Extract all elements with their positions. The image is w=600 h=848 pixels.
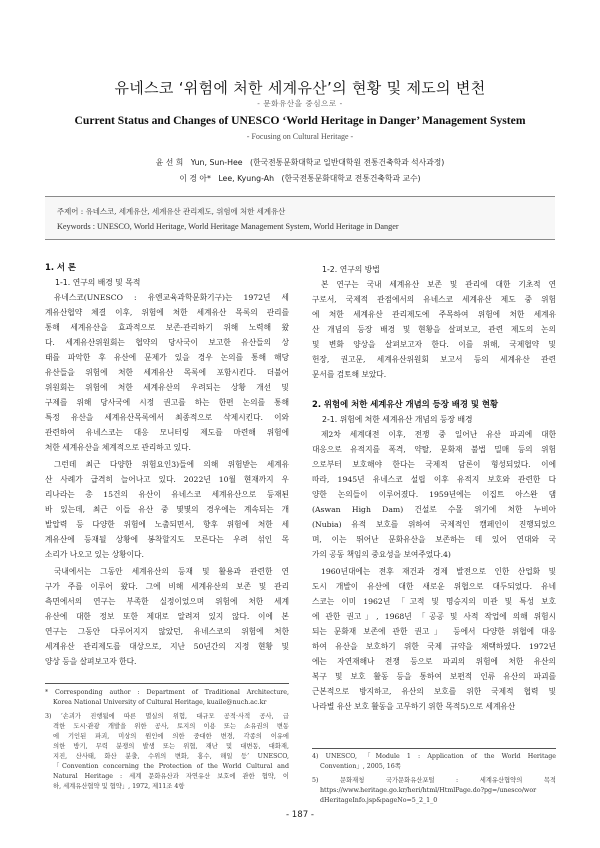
footnote-line: dHeritageInfo.jsp&pageNo=5_2_1_0 [320, 797, 438, 804]
paragraph-line: 구제를 위해 당사국에 시정 권고를 하는 한편 논의를 통해 [45, 398, 289, 407]
footnote-line: Natural Heritage : 세계 문화유산과 자연유산 보호에 관한 협약, 이 [53, 773, 289, 780]
footnote-line: 4) UNESCO, 「Module 1 : Application of the World Heritage [312, 753, 556, 760]
paragraph-line: 본 연구는 국내 세계유산 보존 및 관리에 대한 기초적 연 [321, 280, 556, 289]
paragraph-line: 연구는 그동안 다루어지지 않았던, 유네스코의 위험에 처한 [45, 627, 289, 636]
author-name-en: Yun, Sun-Hee [190, 158, 243, 167]
paragraph-line: 산 사례가 급격히 늘어나고 있다. 2022년 10월 현재까지 우 [45, 475, 289, 484]
paragraph-line: 그런데 최근 다양한 위험요인3)들에 의해 위험받는 세계유 [54, 460, 289, 469]
subsection-heading: 1-2. 연구의 방법 [322, 265, 380, 274]
footnote-line: 의한 방기, 무력 분쟁의 발생 또는 위협, 재난 및 대변동, 대화재, [53, 743, 289, 750]
paper-title-en: Current Status and Changes of UNESCO ‘World Heritage in Danger’ Management System [74, 114, 526, 127]
paragraph-line: 유산에 대한 정보 또한 제대로 알려져 있지 않다. 이에 본 [45, 612, 289, 621]
paragraph-line: 에는 자연재해나 전쟁 등으로 파괴의 위험에 처한 유산의 [312, 657, 556, 666]
paragraph-line: 복구 및 보호 활동 등을 통하여 보편적 인류 유산의 파괴를 [312, 672, 556, 681]
author-name-en: Lee, Kyung-Ah [218, 174, 275, 183]
paragraph-line: 으로부터 보호해야 한다는 국제적 담론이 형성되었다. 이에 [312, 460, 556, 469]
paragraph-line: 대응으로 유적지를 폭격, 약탈, 문화재 불법 밀매 등의 위험 [312, 445, 556, 454]
footnote-line: Convention」, 2005, 16쪽 [320, 763, 401, 770]
paragraph-line: 유네스코(UNESCO : 유엔교육과학문화기구)는 1972년 세 [54, 293, 289, 302]
footnotes-left [45, 688, 289, 792]
author-affiliation: (한국전통문화대학교 전통건축학과 교수) [281, 174, 421, 183]
paragraph [312, 564, 556, 714]
paragraph-line: 측면에서의 연구는 부족한 실정이었으며 위험에 처한 세계 [45, 597, 289, 606]
paragraph-line: 처한 세계유산을 체계적으로 관리하고 있다. [45, 443, 191, 452]
paragraph-line: 나라별 유산 보호 활동을 고무하기 위한 목적5)으로 세계유산 [312, 702, 516, 711]
keywords-en: Keywords : UNESCO, World Heritage, World Heritage Management System, World Heritage in Danger [57, 222, 399, 231]
footnote-line: 지진, 산사태, 화산 분출, 수위의 변화, 홍수, 해일 등’ UNESCO, [53, 753, 289, 760]
paragraph-line: 스코는 이미 1962년 「고적 및 명승지의 미관 및 특성 보호 [312, 597, 556, 606]
footnote [312, 752, 556, 772]
footnote-line: https://www.heritage.go.kr/heri/html/HtmlPage.do?pg=/unesco/wor [320, 787, 537, 794]
paragraph-line: 산 개념의 등장 배경 및 현황을 살펴보고, 관련 제도의 논의 [312, 325, 556, 334]
paragraph-line: 리나라는 총 15건의 유산이 유네스코 세계유산으로 등재된 [45, 490, 289, 499]
paragraph-line: 제2차 세계대전 이후, 전쟁 중 일어난 유산 파괴에 대한 [321, 430, 556, 439]
author-line-2 [0, 172, 600, 186]
paragraph-line: 세계유산 관리제도를 대상으로, 지난 50년간의 지정 현황 및 [45, 642, 289, 651]
paragraph-line: 양상 등을 살펴보고자 한다. [45, 657, 137, 666]
paper-subtitle-ko: - 문화유산을 중심으로 - [257, 99, 343, 108]
footnote-line: 「Convention concerning the Protection of the World Cultural and [53, 763, 289, 770]
paper-title-ko: 유네스코 ‘위험에 처한 세계유산’의 현황 및 제도의 변천 [114, 79, 486, 97]
subsection-heading: 1-1. 연구의 배경 및 목적 [55, 278, 141, 287]
paragraph-line: 양한 논의들이 이루어졌다. 1959년에는 이집트 아스완 댐 [312, 490, 556, 499]
paragraph-line: 바 있는데, 최근 이들 유산 중 몇몇의 경우에는 계속되는 개 [45, 505, 289, 514]
paragraph [312, 427, 556, 562]
section-heading: 2. 위험에 처한 세계유산 개념의 등장 배경 및 현황 [312, 399, 499, 409]
author-name-ko: 이 경 아* [179, 174, 211, 183]
author-name-ko: 윤 선 희 [155, 158, 184, 167]
paragraph [45, 457, 289, 562]
keywords-ko: 주제어 : 유네스코, 세계유산, 세계유산 관리제도, 위험에 처한 세계유산 [57, 207, 286, 216]
keywords-box [45, 196, 555, 240]
author-line-1 [0, 156, 600, 170]
paragraph-line: 관련하여 유네스코는 대응 모니터링 제도를 마련해 위험에 [45, 428, 289, 437]
paragraph-line: 발압력 등 다양한 위험에 노출되면서, 향후 위험에 처한 세 [45, 520, 289, 529]
paragraph [45, 290, 289, 455]
page-number: - 187 - [285, 810, 315, 820]
paragraph-line: 구가 주를 이루어 왔다. 그에 비해 세계유산의 보존 및 관리 [45, 582, 289, 591]
paragraph-line: 소리가 나오고 있는 상황이다. [45, 550, 144, 559]
footnote [312, 776, 556, 806]
footnote-divider [312, 748, 556, 749]
footnotes-right [312, 752, 556, 806]
paragraph-line: (Nubia) 유적 보호를 위하여 국제적인 캠페인이 진행되었으 [312, 520, 556, 529]
paragraph-line: 구로서, 국제적 관점에서의 유네스코 세계유산 제도 중 위험 [312, 295, 556, 304]
right-column [312, 262, 556, 714]
paragraph-line: 에 처한 세계유산 관리제도에 주목하여 위험에 처한 세계유 [312, 310, 556, 319]
paragraph-line: 태를 파악한 후 유산에 문제가 있을 경우 논의를 통해 해당 [45, 353, 289, 362]
footnote-line: 하, 세계유산협약 및 협약」, 1972, 제11조 4항 [53, 783, 185, 790]
author-affiliation: (한국전통문화대학교 일반대학원 전통건축학과 석사과정) [250, 158, 445, 167]
footnote-corresponding-author [45, 688, 289, 708]
footnote-line: 5) 문화재청 국가문화유산포털 : 세계유산협약의 목적 [312, 777, 556, 784]
paragraph-line: 가의 공동 책임의 중요성을 보여주었다.4) [312, 550, 451, 559]
paragraph-line: 특정 유산을 세계유산목록에서 최종적으로 삭제시킨다. 이와 [45, 413, 289, 422]
paragraph-line: 유산들을 위험에 처한 세계유산 목록에 포함시킨다. 더불어 [45, 368, 289, 377]
footnote-line: 3) ‘손괴가 진행됨에 따른 멸실의 위험, 대규모 공적·사적 공사, 급 [45, 713, 289, 720]
footnote-divider [45, 683, 289, 684]
paragraph-line: 헌장, 권고문, 세계유산위원회 보고서 등의 세계유산 관련 [312, 355, 556, 364]
paragraph-line: 에 관한 권고」, 1968년 「공공 및 사적 작업에 의해 위험시 [312, 612, 556, 621]
paragraph-line: 통해 세계유산을 효과적으로 보존·관리하기 위해 노력해 왔 [45, 323, 289, 332]
footnote-line: 에 기인된 파괴, 미상의 원인에 의한 중대한 변경, 각종의 이유에 [53, 733, 289, 740]
paragraph-line: 계유산에 등재될 상황에 봉착할지도 모른다는 우려 섞인 목 [45, 535, 289, 544]
paragraph-line: 며, 이는 뛰어난 문화유산을 보존하는 데 있어 연대와 국 [312, 535, 556, 544]
footnote-line: 격한 도시·관광 개발을 위한 공사, 토지의 이용 또는 소유권의 변동 [53, 723, 289, 730]
footnote [45, 712, 289, 792]
paragraph-line: 다. 세계유산위원회는 협약의 당사국이 보고한 유산들의 상 [45, 338, 289, 347]
paragraph-line: 도시 개발이 유산에 대한 새로운 위협으로 대두되었다. 유네 [312, 582, 556, 591]
paragraph-line: 및 변화 양상을 살펴보고자 한다. 이를 위해, 국제협약 및 [312, 340, 556, 349]
paragraph-line: 문서를 검토해 보았다. [312, 370, 387, 379]
paragraph-line: 근본적으로 방지하고, 유산의 보호를 위한 국제적 협력 및 [312, 687, 556, 696]
paragraph-line: 되는 문화재 보존에 관한 권고」 등에서 다양한 위협에 대응 [312, 627, 556, 636]
left-column [45, 260, 289, 669]
footnote-line: * Corresponding author : Department of Traditional Architecture, [45, 689, 289, 696]
paragraph-line: 하여 유산을 보호하기 위한 국제 규약을 채택하였다. 1972년 [312, 642, 556, 651]
paragraph [312, 277, 556, 382]
paragraph-line: 국내에서는 그동안 세계유산의 등재 및 활용과 관련한 연 [54, 567, 289, 576]
paragraph-line: 따라, 1945년 유네스코 설립 이후 유적지 보호와 관련한 다 [312, 475, 556, 484]
section-heading: 1. 서 론 [45, 262, 77, 272]
paragraph-line: 위원회는 위험에 처한 세계유산의 우려되는 상황 개선 및 [45, 383, 289, 392]
paragraph [45, 564, 289, 669]
subsection-heading: 2-1. 위험에 처한 세계유산 개념의 등장 배경 [322, 415, 473, 424]
footnote-line: Korea National University of Cultural Heritage, kuaile@nuch.ac.kr [53, 699, 267, 706]
paragraph-line: 1960년대에는 전후 재건과 경제 발전으로 인한 산업화 및 [321, 567, 556, 576]
paper-subtitle-en: - Focusing on Cultural Heritage - [246, 132, 354, 141]
paragraph-line: (Aswan High Dam) 건설로 수몰 위기에 처한 누비아 [312, 505, 556, 514]
paragraph-line: 계유산협약 체결 이후, 위험에 처한 세계유산 목록의 관리를 [45, 308, 289, 317]
